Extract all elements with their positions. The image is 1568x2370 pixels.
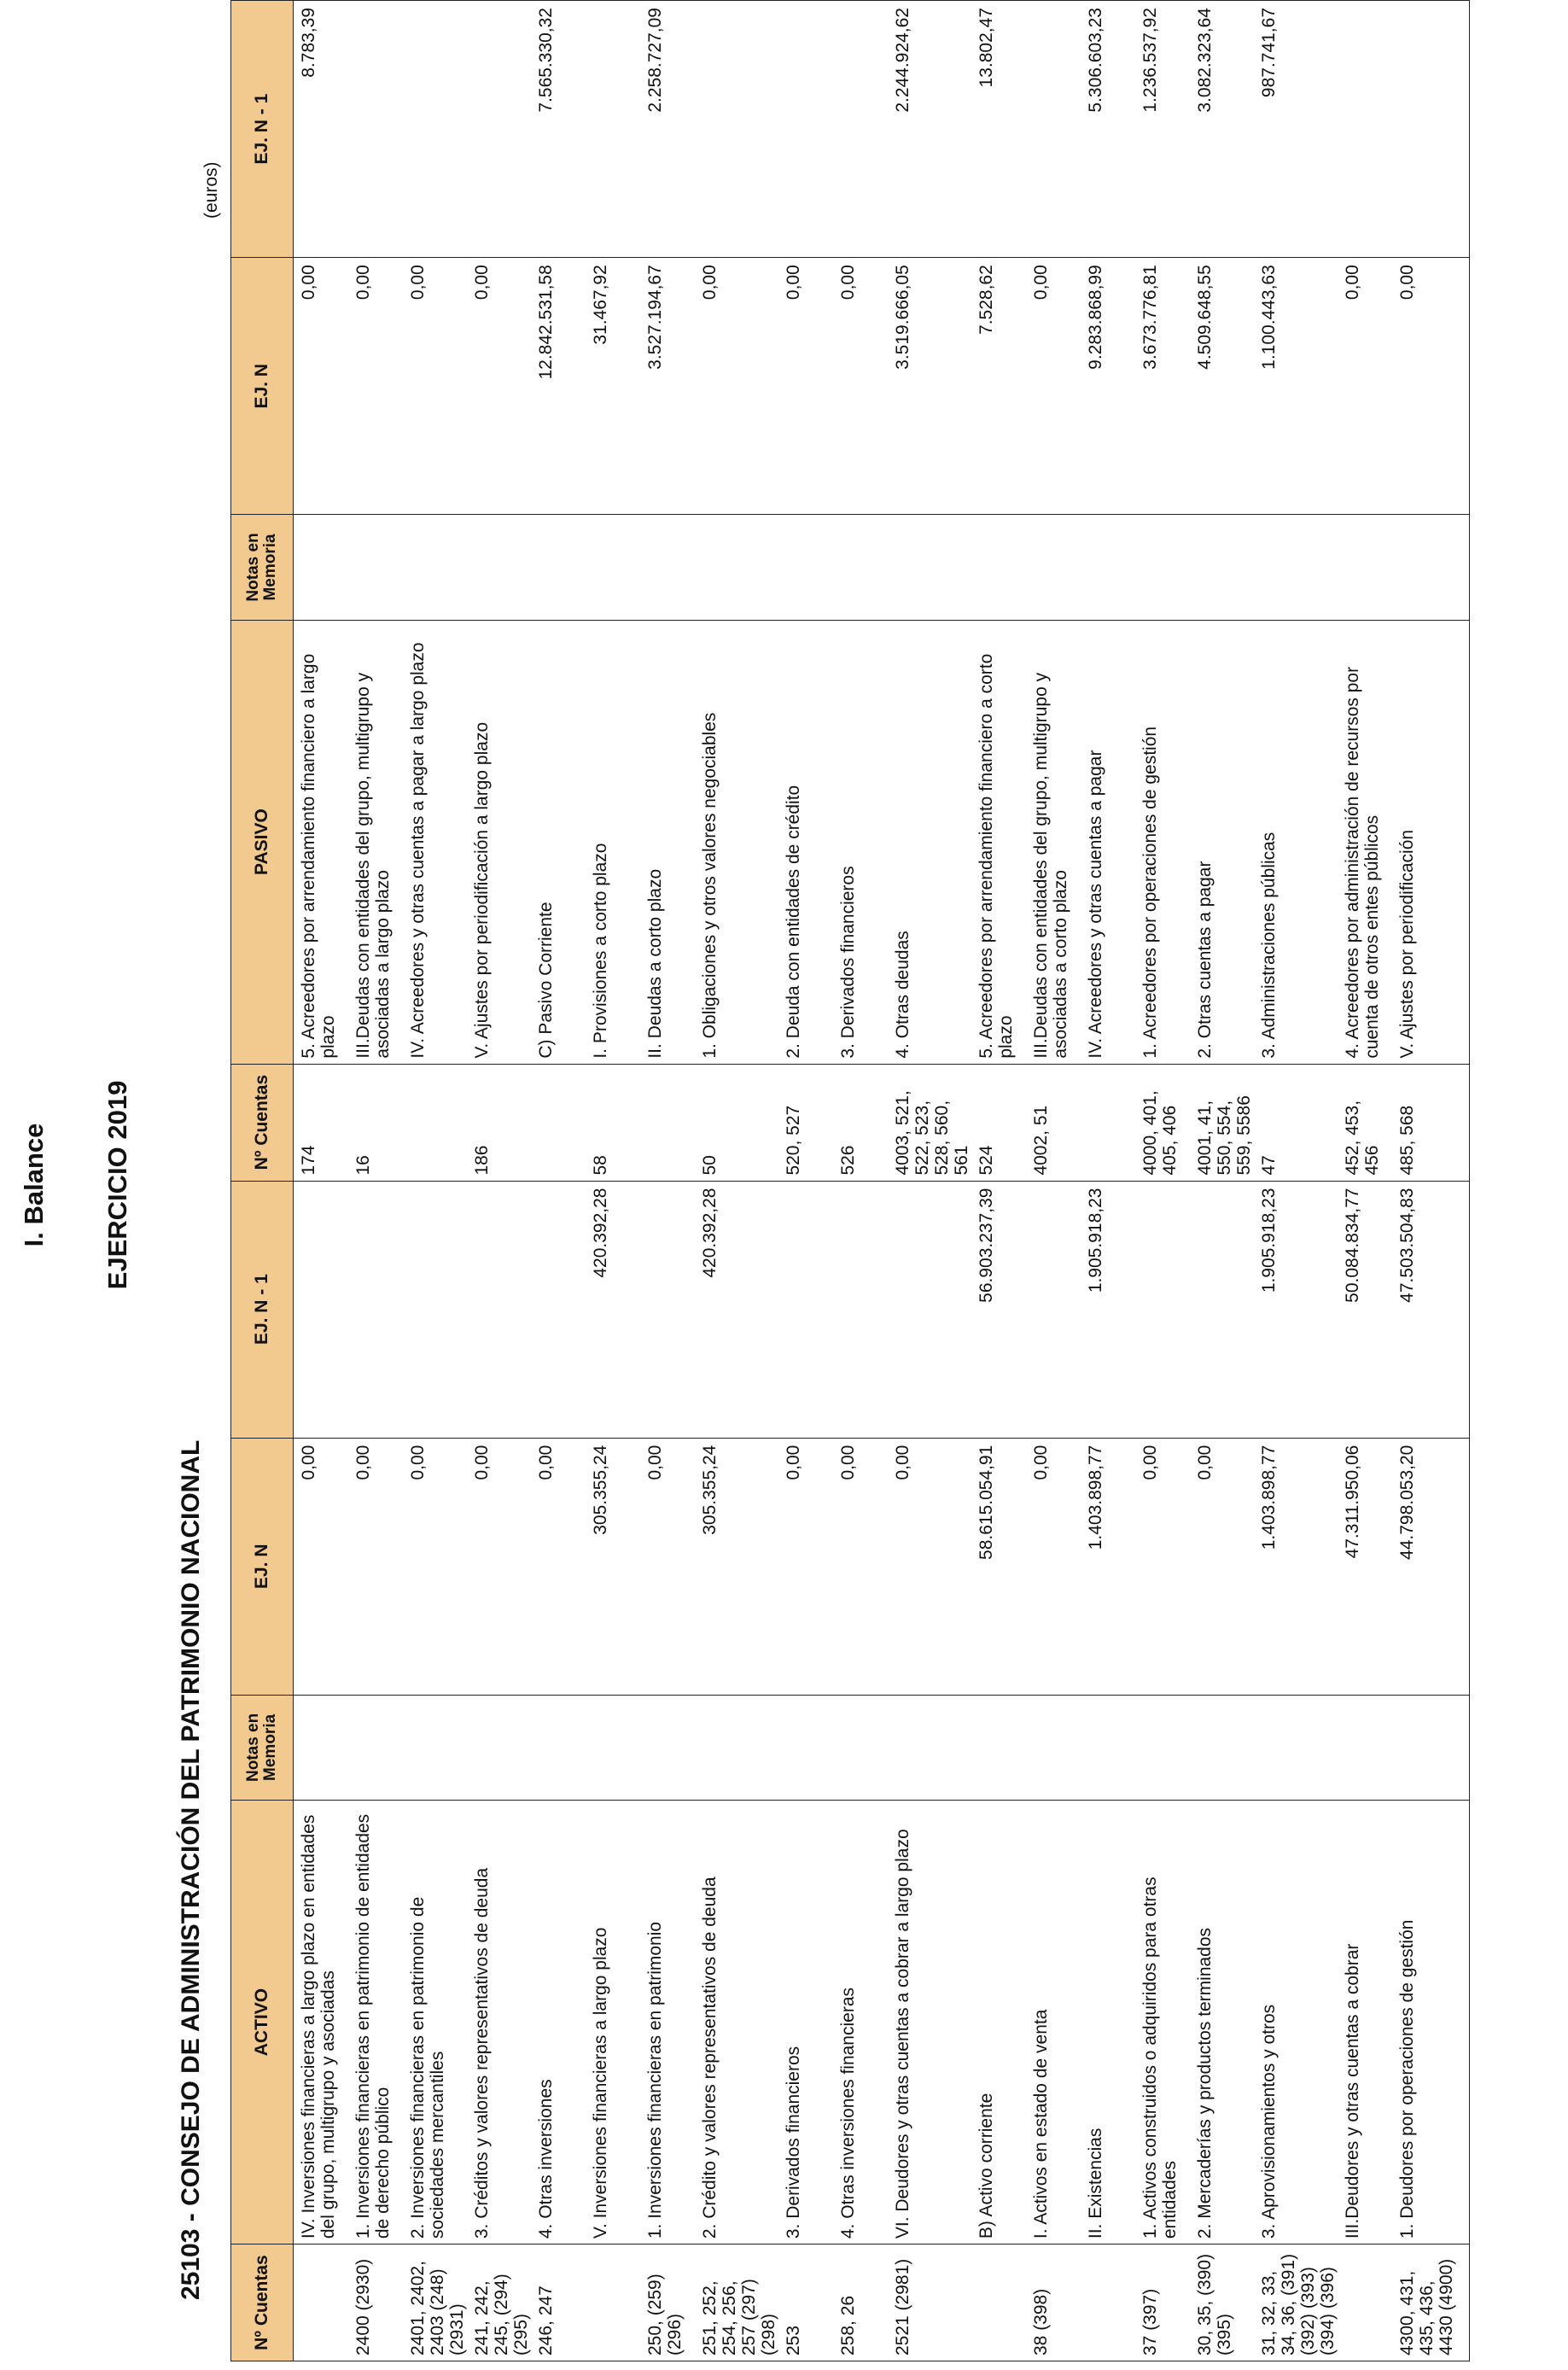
cell-pasivo-ej-n: 0,00 xyxy=(403,258,467,515)
cell-pasivo-ej-n: 4.509.648,55 xyxy=(1190,258,1254,515)
table-row xyxy=(695,1,778,2361)
cell-pasivo-ej-n: 0,00 xyxy=(1338,258,1392,515)
cell-activo-ej-n: 0,00 xyxy=(1135,1438,1190,1695)
cell-pasivo-notas xyxy=(348,515,403,620)
cell-activo-ej-n1 xyxy=(467,1181,531,1438)
table-row xyxy=(1026,1,1081,2361)
cell-pasivo-ej-n: 1.100.443,63 xyxy=(1254,258,1338,515)
cell-pasivo-concept: I. Provisiones a corto plazo xyxy=(586,620,640,1064)
cell-pasivo-ej-n1: 3.082.323,64 xyxy=(1190,1,1254,258)
cell-pasivo-ej-n: 0,00 xyxy=(833,258,888,515)
cell-activo-cuentas: 258, 26 xyxy=(833,2244,888,2361)
cell-pasivo-concept: V. Ajustes por periodificación xyxy=(1392,620,1469,1064)
col-header-activo-ej-n1: EJ. N - 1 xyxy=(231,1181,294,1438)
cell-activo-concept: V. Inversiones financieras a largo plazo xyxy=(586,1800,640,2244)
cell-pasivo-concept: 1. Obligaciones y otros valores negociables xyxy=(695,620,778,1064)
table-row xyxy=(586,1,640,2361)
cell-activo-ej-n: 305.355,24 xyxy=(586,1438,640,1695)
cell-pasivo-ej-n: 0,00 xyxy=(1392,258,1469,515)
cell-activo-notas xyxy=(1254,1695,1338,1800)
cell-pasivo-notas xyxy=(888,515,971,620)
cell-activo-cuentas: 2521 (2981) xyxy=(888,2244,971,2361)
cell-pasivo-ej-n1: 7.565.330,32 xyxy=(531,1,586,258)
cell-activo-concept: 1. Deudores por operaciones de gestión xyxy=(1392,1800,1469,2244)
entity-title: 25103 - CONSEJO DE ADMINISTRACIÓN DEL PATRIMONIO NACIONAL xyxy=(177,1439,205,2300)
table-row xyxy=(778,1,833,2361)
cell-activo-ej-n1: 47.503.504,83 xyxy=(1392,1181,1469,1438)
cell-pasivo-notas xyxy=(1135,515,1190,620)
cell-activo-notas xyxy=(1026,1695,1081,1800)
cell-activo-concept: 1. Activos construidos o adquiridos para otras entidades xyxy=(1135,1800,1190,2244)
cell-activo-cuentas: 30, 35, (390) (395) xyxy=(1190,2244,1254,2361)
cell-activo-notas xyxy=(1135,1695,1190,1800)
cell-pasivo-ej-n1: 13.802,47 xyxy=(971,1,1026,258)
cell-activo-notas xyxy=(403,1695,467,1800)
cell-pasivo-cuentas: 16 xyxy=(348,1064,403,1181)
cell-activo-concept: VI. Deudores y otras cuentas a cobrar a largo plazo xyxy=(888,1800,971,2244)
cell-pasivo-notas xyxy=(531,515,586,620)
cell-activo-cuentas: 38 (398) xyxy=(1026,2244,1081,2361)
cell-pasivo-notas xyxy=(294,515,349,620)
cell-pasivo-cuentas: 174 xyxy=(294,1064,349,1181)
cell-pasivo-notas xyxy=(971,515,1026,620)
cell-activo-cuentas: 241, 242, 245, (294) (295) xyxy=(467,2244,531,2361)
cell-pasivo-ej-n1 xyxy=(467,1,531,258)
cell-activo-notas xyxy=(294,1695,349,1800)
cell-activo-notas xyxy=(467,1695,531,1800)
cell-pasivo-ej-n1: 5.306.603,23 xyxy=(1081,1,1135,258)
cell-pasivo-cuentas: 58 xyxy=(586,1064,640,1181)
table-row xyxy=(1135,1,1190,2361)
cell-activo-ej-n: 44.798.053,20 xyxy=(1392,1438,1469,1695)
cell-activo-cuentas: 4300, 431, 435, 436, 4430 (4900) xyxy=(1392,2244,1469,2361)
cell-activo-notas xyxy=(833,1695,888,1800)
cell-pasivo-notas xyxy=(833,515,888,620)
cell-pasivo-notas xyxy=(586,515,640,620)
cell-pasivo-cuentas xyxy=(640,1064,695,1181)
section-title: I. Balance xyxy=(19,1123,49,1247)
cell-pasivo-concept: 3. Derivados financieros xyxy=(833,620,888,1064)
cell-activo-ej-n1 xyxy=(294,1181,349,1438)
cell-activo-cuentas xyxy=(294,2244,349,2361)
cell-pasivo-notas xyxy=(467,515,531,620)
cell-activo-ej-n1 xyxy=(640,1181,695,1438)
cell-pasivo-ej-n: 7.528,62 xyxy=(971,258,1026,515)
cell-activo-concept: 3. Derivados financieros xyxy=(778,1800,833,2244)
cell-pasivo-ej-n1 xyxy=(833,1,888,258)
cell-pasivo-ej-n: 31.467,92 xyxy=(586,258,640,515)
cell-activo-concept: I. Activos en estado de venta xyxy=(1026,1800,1081,2244)
col-header-pasivo-ej-n1: EJ. N - 1 xyxy=(231,1,294,258)
table-row xyxy=(531,1,586,2361)
cell-activo-ej-n: 0,00 xyxy=(348,1438,403,1695)
cell-pasivo-notas xyxy=(1392,515,1469,620)
cell-pasivo-cuentas: 186 xyxy=(467,1064,531,1181)
cell-pasivo-notas xyxy=(1338,515,1392,620)
col-header-pasivo-notas: Notas en Memoria xyxy=(231,515,294,620)
cell-pasivo-concept: III.Deudas con entidades del grupo, multigrupo y asociadas a largo plazo xyxy=(348,620,403,1064)
cell-activo-ej-n1 xyxy=(531,1181,586,1438)
cell-pasivo-ej-n: 3.519.666,05 xyxy=(888,258,971,515)
cell-pasivo-ej-n1 xyxy=(403,1,467,258)
cell-activo-cuentas: 250, (259) (296) xyxy=(640,2244,695,2361)
cell-activo-notas xyxy=(971,1695,1026,1800)
cell-activo-concept: III.Deudores y otras cuentas a cobrar xyxy=(1338,1800,1392,2244)
cell-activo-ej-n: 0,00 xyxy=(1026,1438,1081,1695)
cell-pasivo-notas xyxy=(695,515,778,620)
col-header-pasivo-cuentas: Nº Cuentas xyxy=(231,1064,294,1181)
table-row xyxy=(833,1,888,2361)
cell-activo-cuentas xyxy=(1081,2244,1135,2361)
cell-activo-ej-n: 305.355,24 xyxy=(695,1438,778,1695)
cell-pasivo-cuentas: 526 xyxy=(833,1064,888,1181)
cell-activo-ej-n1: 420.392,28 xyxy=(586,1181,640,1438)
cell-activo-concept: IV. Inversiones financieras a largo plazo en entidades del grupo, multigrupo y asociadas xyxy=(294,1800,349,2244)
cell-activo-notas xyxy=(778,1695,833,1800)
cell-activo-ej-n1: 1.905.918,23 xyxy=(1081,1181,1135,1438)
table-row xyxy=(1190,1,1254,2361)
col-header-activo: ACTIVO xyxy=(231,1800,294,2244)
cell-pasivo-ej-n1: 2.244.924,62 xyxy=(888,1,971,258)
cell-activo-ej-n1 xyxy=(1026,1181,1081,1438)
cell-activo-notas xyxy=(1190,1695,1254,1800)
cell-pasivo-ej-n1 xyxy=(586,1,640,258)
cell-pasivo-cuentas: 452, 453, 456 xyxy=(1338,1064,1392,1181)
cell-pasivo-ej-n: 0,00 xyxy=(348,258,403,515)
currency-note: (euros) xyxy=(201,161,221,219)
cell-pasivo-ej-n1: 987.741,67 xyxy=(1254,1,1338,258)
cell-activo-cuentas: 2400 (2930) xyxy=(348,2244,403,2361)
cell-activo-cuentas: 251, 252, 254, 256, 257 (297) (298) xyxy=(695,2244,778,2361)
cell-pasivo-cuentas: 4001, 41, 550, 554, 559, 5586 xyxy=(1190,1064,1254,1181)
cell-activo-ej-n1: 50.084.834,77 xyxy=(1338,1181,1392,1438)
cell-activo-concept: II. Existencias xyxy=(1081,1800,1135,2244)
cell-pasivo-ej-n1: 1.236.537,92 xyxy=(1135,1,1190,258)
table-body xyxy=(294,1,1470,2361)
cell-activo-ej-n: 47.311.950,06 xyxy=(1338,1438,1392,1695)
cell-activo-notas xyxy=(1338,1695,1392,1800)
cell-activo-cuentas xyxy=(586,2244,640,2361)
cell-activo-concept: 2. Crédito y valores representativos de deuda xyxy=(695,1800,778,2244)
cell-activo-concept: 1. Inversiones financieras en patrimonio xyxy=(640,1800,695,2244)
cell-pasivo-concept: 4. Otras deudas xyxy=(888,620,971,1064)
cell-activo-concept: 2. Inversiones financieras en patrimonio de sociedades mercantiles xyxy=(403,1800,467,2244)
cell-activo-ej-n1: 420.392,28 xyxy=(695,1181,778,1438)
cell-activo-ej-n1 xyxy=(1190,1181,1254,1438)
cell-pasivo-ej-n: 3.527.194,67 xyxy=(640,258,695,515)
cell-pasivo-concept: 4. Acreedores por administración de recursos por cuenta de otros entes públicos xyxy=(1338,620,1392,1064)
table-row xyxy=(888,1,971,2361)
cell-pasivo-cuentas xyxy=(1081,1064,1135,1181)
table-row xyxy=(403,1,467,2361)
cell-pasivo-concept: IV. Acreedores y otras cuentas a pagar xyxy=(1081,620,1135,1064)
cell-activo-cuentas xyxy=(971,2244,1026,2361)
cell-activo-ej-n1 xyxy=(778,1181,833,1438)
cell-activo-concept: B) Activo corriente xyxy=(971,1800,1026,2244)
cell-pasivo-concept: V. Ajustes por periodificación a largo plazo xyxy=(467,620,531,1064)
cell-pasivo-cuentas: 50 xyxy=(695,1064,778,1181)
table-header-row xyxy=(231,1,294,2361)
cell-pasivo-cuentas: 47 xyxy=(1254,1064,1338,1181)
cell-pasivo-ej-n: 0,00 xyxy=(467,258,531,515)
cell-pasivo-cuentas: 524 xyxy=(971,1064,1026,1181)
cell-pasivo-ej-n1 xyxy=(1338,1,1392,258)
cell-activo-concept: 3. Aprovisionamientos y otros xyxy=(1254,1800,1338,2244)
cell-activo-ej-n: 0,00 xyxy=(1190,1438,1254,1695)
cell-activo-ej-n: 0,00 xyxy=(888,1438,971,1695)
cell-pasivo-ej-n1 xyxy=(695,1,778,258)
cell-activo-ej-n: 0,00 xyxy=(294,1438,349,1695)
table-row xyxy=(971,1,1026,2361)
balance-table xyxy=(230,0,1470,2361)
cell-pasivo-notas xyxy=(1026,515,1081,620)
cell-activo-concept: 3. Créditos y valores representativos de deuda xyxy=(467,1800,531,2244)
cell-activo-notas xyxy=(531,1695,586,1800)
cell-pasivo-concept: II. Deudas a corto plazo xyxy=(640,620,695,1064)
cell-activo-ej-n: 1.403.898,77 xyxy=(1081,1438,1135,1695)
cell-activo-ej-n1 xyxy=(888,1181,971,1438)
cell-pasivo-ej-n: 0,00 xyxy=(695,258,778,515)
cell-pasivo-ej-n1 xyxy=(1026,1,1081,258)
cell-pasivo-notas xyxy=(1081,515,1135,620)
cell-pasivo-ej-n1: 8.783,39 xyxy=(294,1,349,258)
cell-activo-cuentas: 246, 247 xyxy=(531,2244,586,2361)
cell-activo-ej-n: 0,00 xyxy=(531,1438,586,1695)
col-header-activo-cuentas: Nº Cuentas xyxy=(231,2244,294,2361)
table-row xyxy=(1392,1,1469,2361)
table-row xyxy=(348,1,403,2361)
cell-pasivo-notas xyxy=(640,515,695,620)
cell-activo-ej-n1 xyxy=(348,1181,403,1438)
cell-activo-ej-n: 58.615.054,91 xyxy=(971,1438,1026,1695)
cell-activo-notas xyxy=(695,1695,778,1800)
cell-pasivo-cuentas: 4002, 51 xyxy=(1026,1064,1081,1181)
cell-activo-cuentas: 31, 32, 33, 34, 36, (391) (392) (393) (394) (396) xyxy=(1254,2244,1338,2361)
table-row xyxy=(467,1,531,2361)
table-row xyxy=(640,1,695,2361)
cell-pasivo-concept: C) Pasivo Corriente xyxy=(531,620,586,1064)
cell-pasivo-notas xyxy=(1190,515,1254,620)
cell-pasivo-concept: 1. Acreedores por operaciones de gestión xyxy=(1135,620,1190,1064)
cell-activo-ej-n: 1.403.898,77 xyxy=(1254,1438,1338,1695)
cell-activo-ej-n: 0,00 xyxy=(778,1438,833,1695)
cell-activo-cuentas: 37 (397) xyxy=(1135,2244,1190,2361)
cell-activo-ej-n: 0,00 xyxy=(467,1438,531,1695)
cell-pasivo-cuentas: 4000, 401, 405, 406 xyxy=(1135,1064,1190,1181)
cell-pasivo-ej-n: 0,00 xyxy=(1026,258,1081,515)
cell-activo-cuentas: 253 xyxy=(778,2244,833,2361)
cell-pasivo-ej-n1 xyxy=(1392,1,1469,258)
cell-pasivo-ej-n: 12.842.531,58 xyxy=(531,258,586,515)
cell-pasivo-concept: 5. Acreedores por arrendamiento financiero a largo plazo xyxy=(294,620,349,1064)
cell-activo-ej-n1: 56.903.237,39 xyxy=(971,1181,1026,1438)
cell-pasivo-concept: IV. Acreedores y otras cuentas a pagar a largo plazo xyxy=(403,620,467,1064)
table-row xyxy=(1254,1,1338,2361)
cell-pasivo-notas xyxy=(403,515,467,620)
cell-pasivo-cuentas: 4003, 521, 522, 523, 528, 560, 561 xyxy=(888,1064,971,1181)
cell-activo-cuentas xyxy=(1338,2244,1392,2361)
cell-activo-notas xyxy=(348,1695,403,1800)
cell-pasivo-cuentas: 485, 568 xyxy=(1392,1064,1469,1181)
cell-pasivo-concept: 2. Otras cuentas a pagar xyxy=(1190,620,1254,1064)
cell-pasivo-cuentas xyxy=(531,1064,586,1181)
cell-activo-concept: 1. Inversiones financieras en patrimonio de entidades de derecho público xyxy=(348,1800,403,2244)
cell-pasivo-ej-n: 0,00 xyxy=(778,258,833,515)
col-header-activo-ej-n: EJ. N xyxy=(231,1438,294,1695)
cell-activo-notas xyxy=(586,1695,640,1800)
cell-pasivo-ej-n: 3.673.776,81 xyxy=(1135,258,1190,515)
table-row xyxy=(294,1,349,2361)
cell-pasivo-notas xyxy=(1254,515,1338,620)
cell-pasivo-concept: III.Deudas con entidades del grupo, multigrupo y asociadas a corto plazo xyxy=(1026,620,1081,1064)
cell-pasivo-cuentas: 520, 527 xyxy=(778,1064,833,1181)
cell-pasivo-cuentas xyxy=(403,1064,467,1181)
cell-pasivo-ej-n1 xyxy=(778,1,833,258)
cell-pasivo-ej-n: 0,00 xyxy=(294,258,349,515)
cell-activo-ej-n1 xyxy=(833,1181,888,1438)
table-row xyxy=(1081,1,1135,2361)
cell-pasivo-concept: 3. Administraciones públicas xyxy=(1254,620,1338,1064)
cell-pasivo-concept: 5. Acreedores por arrendamiento financiero a corto plazo xyxy=(971,620,1026,1064)
table-row xyxy=(1338,1,1392,2361)
cell-pasivo-notas xyxy=(778,515,833,620)
cell-activo-notas xyxy=(1081,1695,1135,1800)
col-header-pasivo: PASIVO xyxy=(231,620,294,1064)
col-header-activo-notas: Notas en Memoria xyxy=(231,1695,294,1800)
cell-activo-ej-n1: 1.905.918,23 xyxy=(1254,1181,1338,1438)
cell-activo-concept: 4. Otras inversiones xyxy=(531,1800,586,2244)
cell-activo-concept: 4. Otras inversiones financieras xyxy=(833,1800,888,2244)
cell-activo-notas xyxy=(1392,1695,1469,1800)
cell-activo-ej-n: 0,00 xyxy=(403,1438,467,1695)
cell-activo-ej-n1 xyxy=(1135,1181,1190,1438)
cell-activo-notas xyxy=(640,1695,695,1800)
cell-pasivo-ej-n1: 2.258.727,09 xyxy=(640,1,695,258)
cell-pasivo-concept: 2. Deuda con entidades de crédito xyxy=(778,620,833,1064)
cell-activo-concept: 2. Mercaderías y productos terminados xyxy=(1190,1800,1254,2244)
cell-pasivo-ej-n: 9.283.868,99 xyxy=(1081,258,1135,515)
col-header-pasivo-ej-n: EJ. N xyxy=(231,258,294,515)
cell-pasivo-ej-n1 xyxy=(348,1,403,258)
cell-activo-ej-n: 0,00 xyxy=(833,1438,888,1695)
exercise-title: EJERCICIO 2019 xyxy=(102,1080,132,1290)
cell-activo-ej-n1 xyxy=(403,1181,467,1438)
cell-activo-cuentas: 2401, 2402, 2403 (248) (2931) xyxy=(403,2244,467,2361)
cell-activo-notas xyxy=(888,1695,971,1800)
cell-activo-ej-n: 0,00 xyxy=(640,1438,695,1695)
